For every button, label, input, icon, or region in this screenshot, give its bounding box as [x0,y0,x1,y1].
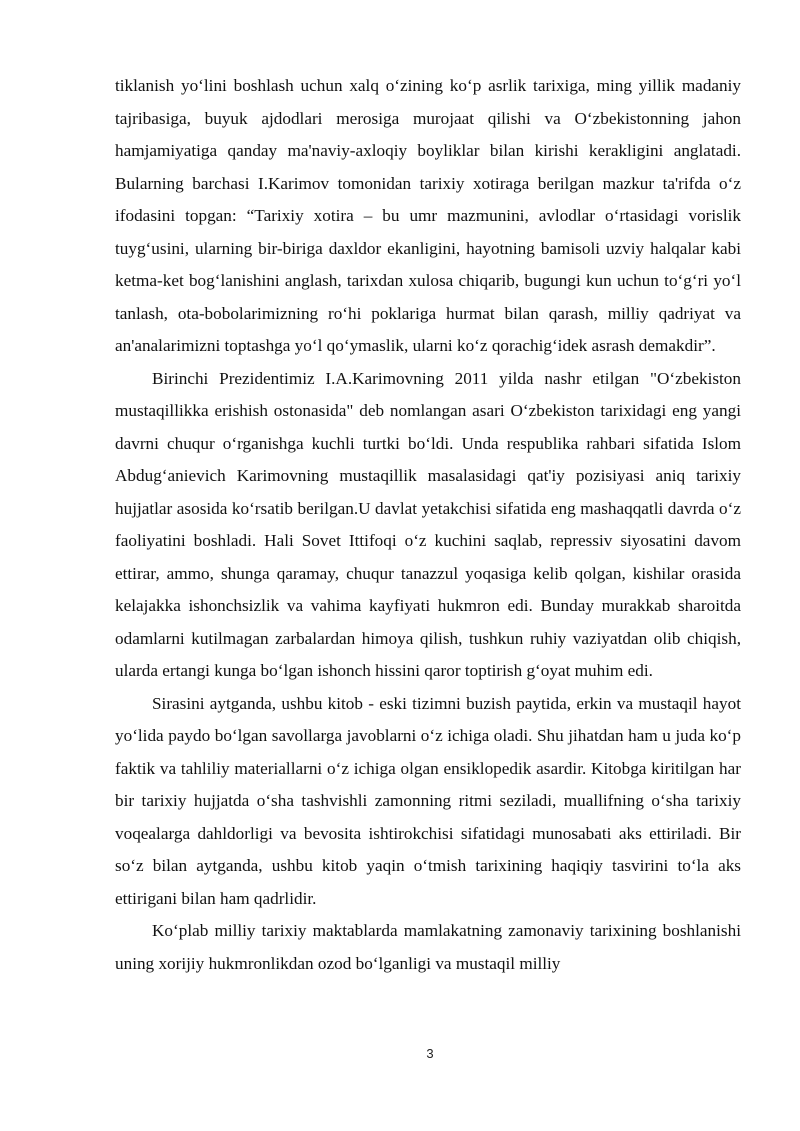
document-body [115,70,741,980]
paragraph-book-significance: Sirasini aytganda, ushbu kitob - eski tizimni buzish paytida, erkin va mustaqil hayot yo‘lida paydo bo‘lgan savollarga javoblarni o‘z ichiga oladi. Shu jihatdan ham u juda ko‘p faktik va tahliliy materiallarni o‘z ichiga olgan ensiklopedik asardir. Kitobga kiritilgan har bir tarixiy hujjatda o‘sha tashvishli zamonning ritmi seziladi, muallifning o‘sha tarixiy voqealarga dahldorligi va bevosita ishtirokchisi sifatidagi munosabati aks ettiriladi. Bir so‘z bilan aytganda, ushbu kitob yaqin o‘tmish tarixining haqiqiy tasvirini to‘la aks ettirigani bilan ham qadrlidir. [115,693,741,908]
page-number: 3 [426,1046,434,1061]
paragraph-continuation: tiklanish yo‘lini boshlash uchun xalq o‘zining ko‘p asrlik tarixiga, ming yillik madaniy tajribasiga, buyuk ajdodlari merosiga murojaat qilishi va O‘zbekistonning jahon hamjamiyatiga qanday ma'naviy-axloqiy boyliklar bilan kirishi kerakligini anglatadi. Bularning barchasi I.Karimov tomonidan tarixiy xotiraga berilgan mazkur ta'rifda o‘z ifodasini topgan: “Tarixiy xotira – bu umr mazmunini, avlodlar o‘rtasidagi vorislik tuyg‘usini, ularning bir-biriga daxldor ekanligini, hayotning bamisoli uzviy halqalar kabi ketma-ket bog‘lanishini anglash, tarixdan xulosa chiqarib, bugungi kun uchun to‘g‘ri yo‘l tanlash, ota-bobolarimizning ro‘hi poklariga hurmat bilan qarash, milliy qadriyat va an'analarimizni toptashga yo‘l qo‘ymaslik, ularni ko‘z qorachig‘idek asrash demakdir”. [115,76,741,355]
paragraph-karimov-book: Birinchi Prezidentimiz I.A.Karimovning 2011 yilda nashr etilgan "O‘zbekiston mustaqillikka erishish ostonasida" deb nomlangan asari O‘zbekiston tarixidagi eng yangi davrni chuqur o‘rganishga kuchli turtki bo‘ldi. Unda respublika rahbari sifatida Islom Abdug‘anievich Karimovning mustaqillik masalasidagi qat'iy pozisiyasi aniq tarixiy hujjatlar asosida ko‘rsatib berilgan.U davlat yetakchisi sifatida eng mashaqqatli davrda o‘z faoliyatini boshladi. Hali Sovet Ittifoqi o‘z kuchini saqlab, repressiv siyosatini davom ettirar, ammo, shunga qaramay, chuqur tanazzul yoqasiga kelib qolgan, kishilar orasida kelajakka ishonchsizlik va vahima kayfiyati hukmron edi. Bunday murakkab sharoitda odamlarni kutilmagan zarbalardan himoya qilish, tushkun ruhiy vaziyatdan olib chiqish, ularda ertangi kunga bo‘lgan ishonch hissini qaror toptirish g‘oyat muhim edi. [115,368,741,680]
paragraph-national-schools: Ko‘plab milliy tarixiy maktablarda mamlakatning zamonaviy tarixining boshlanishi uning xorijiy hukmronlikdan ozod bo‘lganligi va mustaqil milliy [115,921,741,973]
